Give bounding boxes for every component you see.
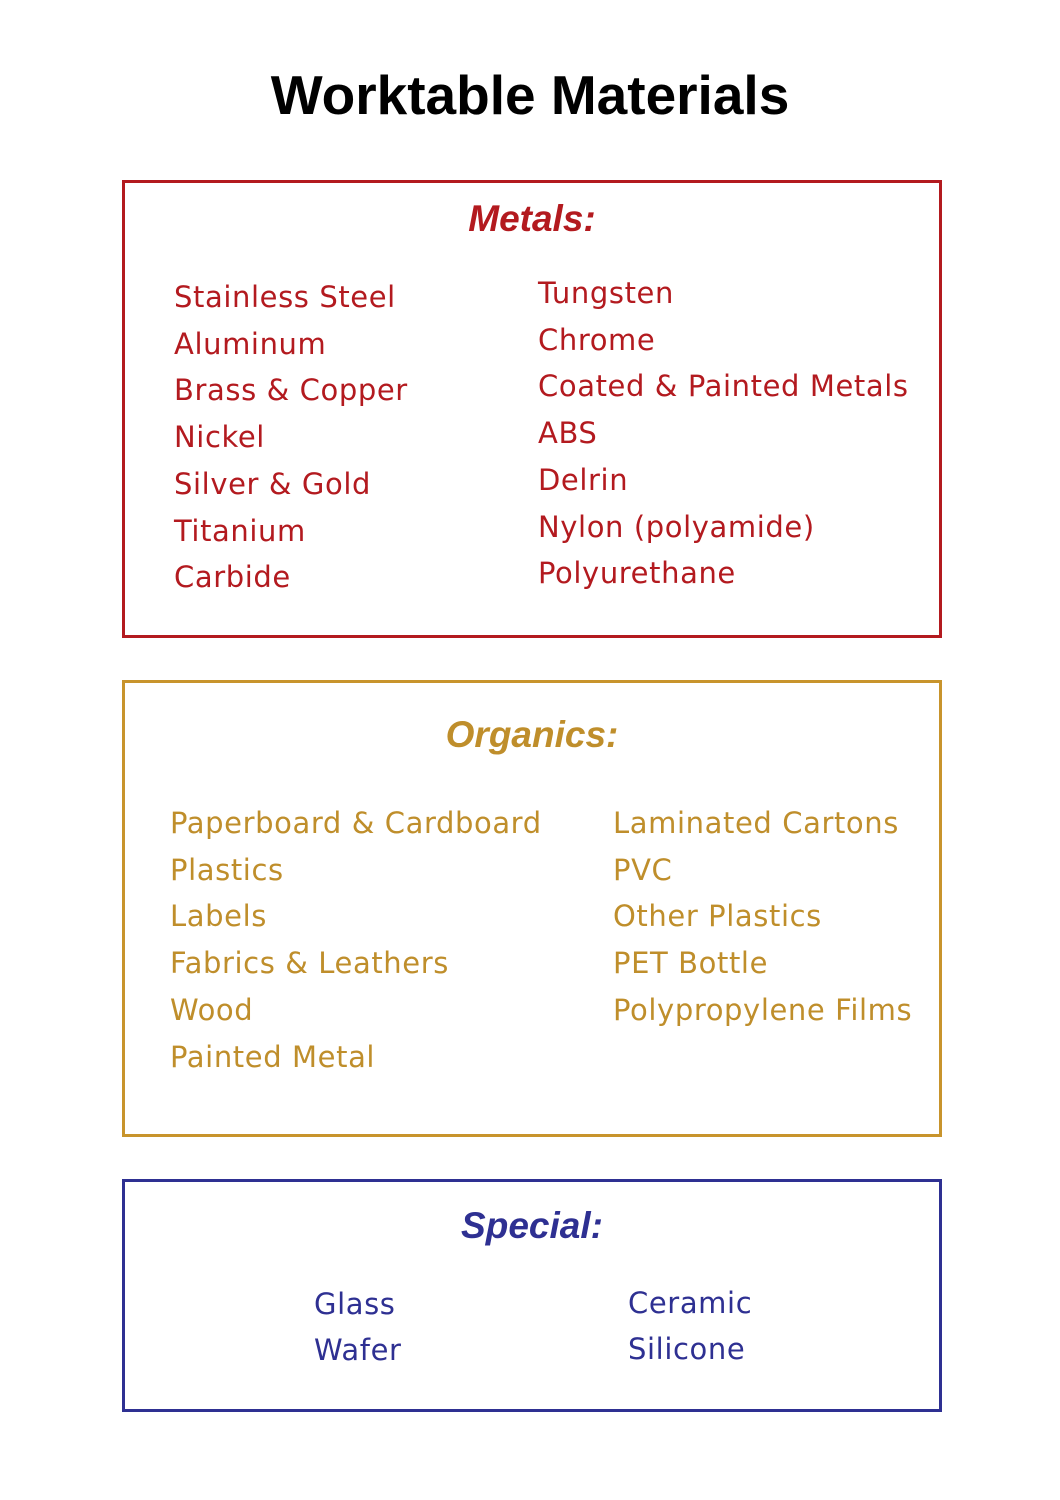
- organics-left-list: [170, 800, 542, 1080]
- material-item: Delrin: [538, 462, 629, 497]
- material-item: Painted Metal: [170, 1039, 376, 1074]
- material-item: Polyurethane: [538, 556, 736, 591]
- material-item: Silicone: [628, 1332, 746, 1366]
- metals-right-list: [538, 270, 909, 597]
- material-item: Silver & Gold: [174, 466, 371, 501]
- metals-heading: Metals:: [468, 198, 596, 239]
- material-item: Titanium: [174, 513, 306, 548]
- special-section: [122, 1179, 942, 1412]
- material-item: Glass: [314, 1287, 396, 1321]
- metals-section: [122, 180, 942, 638]
- page-title: Worktable Materials: [270, 64, 790, 126]
- material-item: Tungsten: [538, 276, 674, 310]
- material-item: Carbide: [174, 560, 291, 595]
- material-item: Aluminum: [174, 326, 327, 361]
- material-item: Nylon (polyamide): [538, 509, 815, 544]
- special-left-list: [314, 1281, 402, 1373]
- material-item: Chrome: [538, 322, 656, 357]
- organics-heading: Organics:: [445, 714, 619, 755]
- material-item: ABS: [538, 416, 598, 451]
- material-item: Wafer: [314, 1333, 402, 1367]
- material-item: Paperboard & Cardboard: [170, 806, 542, 840]
- material-item: Coated & Painted Metals: [538, 369, 909, 404]
- material-item: Fabrics & Leathers: [170, 946, 449, 981]
- organics-section: [122, 680, 942, 1137]
- organics-right-list: [613, 800, 912, 1034]
- material-item: Nickel: [174, 420, 265, 455]
- material-item: PET Bottle: [613, 946, 769, 981]
- material-item: Other Plastics: [613, 899, 822, 934]
- material-item: Brass & Copper: [174, 373, 408, 408]
- special-right-list: [628, 1280, 752, 1372]
- material-item: Ceramic: [628, 1286, 753, 1320]
- material-item: PVC: [613, 852, 673, 887]
- material-item: Laminated Cartons: [613, 806, 899, 840]
- material-item: Polypropylene Films: [613, 992, 913, 1027]
- material-item: Wood: [170, 992, 254, 1027]
- material-item: Labels: [170, 899, 267, 934]
- material-item: Stainless Steel: [174, 280, 396, 314]
- special-heading: Special:: [461, 1205, 603, 1246]
- material-item: Plastics: [170, 852, 284, 887]
- metals-left-list: [174, 274, 408, 601]
